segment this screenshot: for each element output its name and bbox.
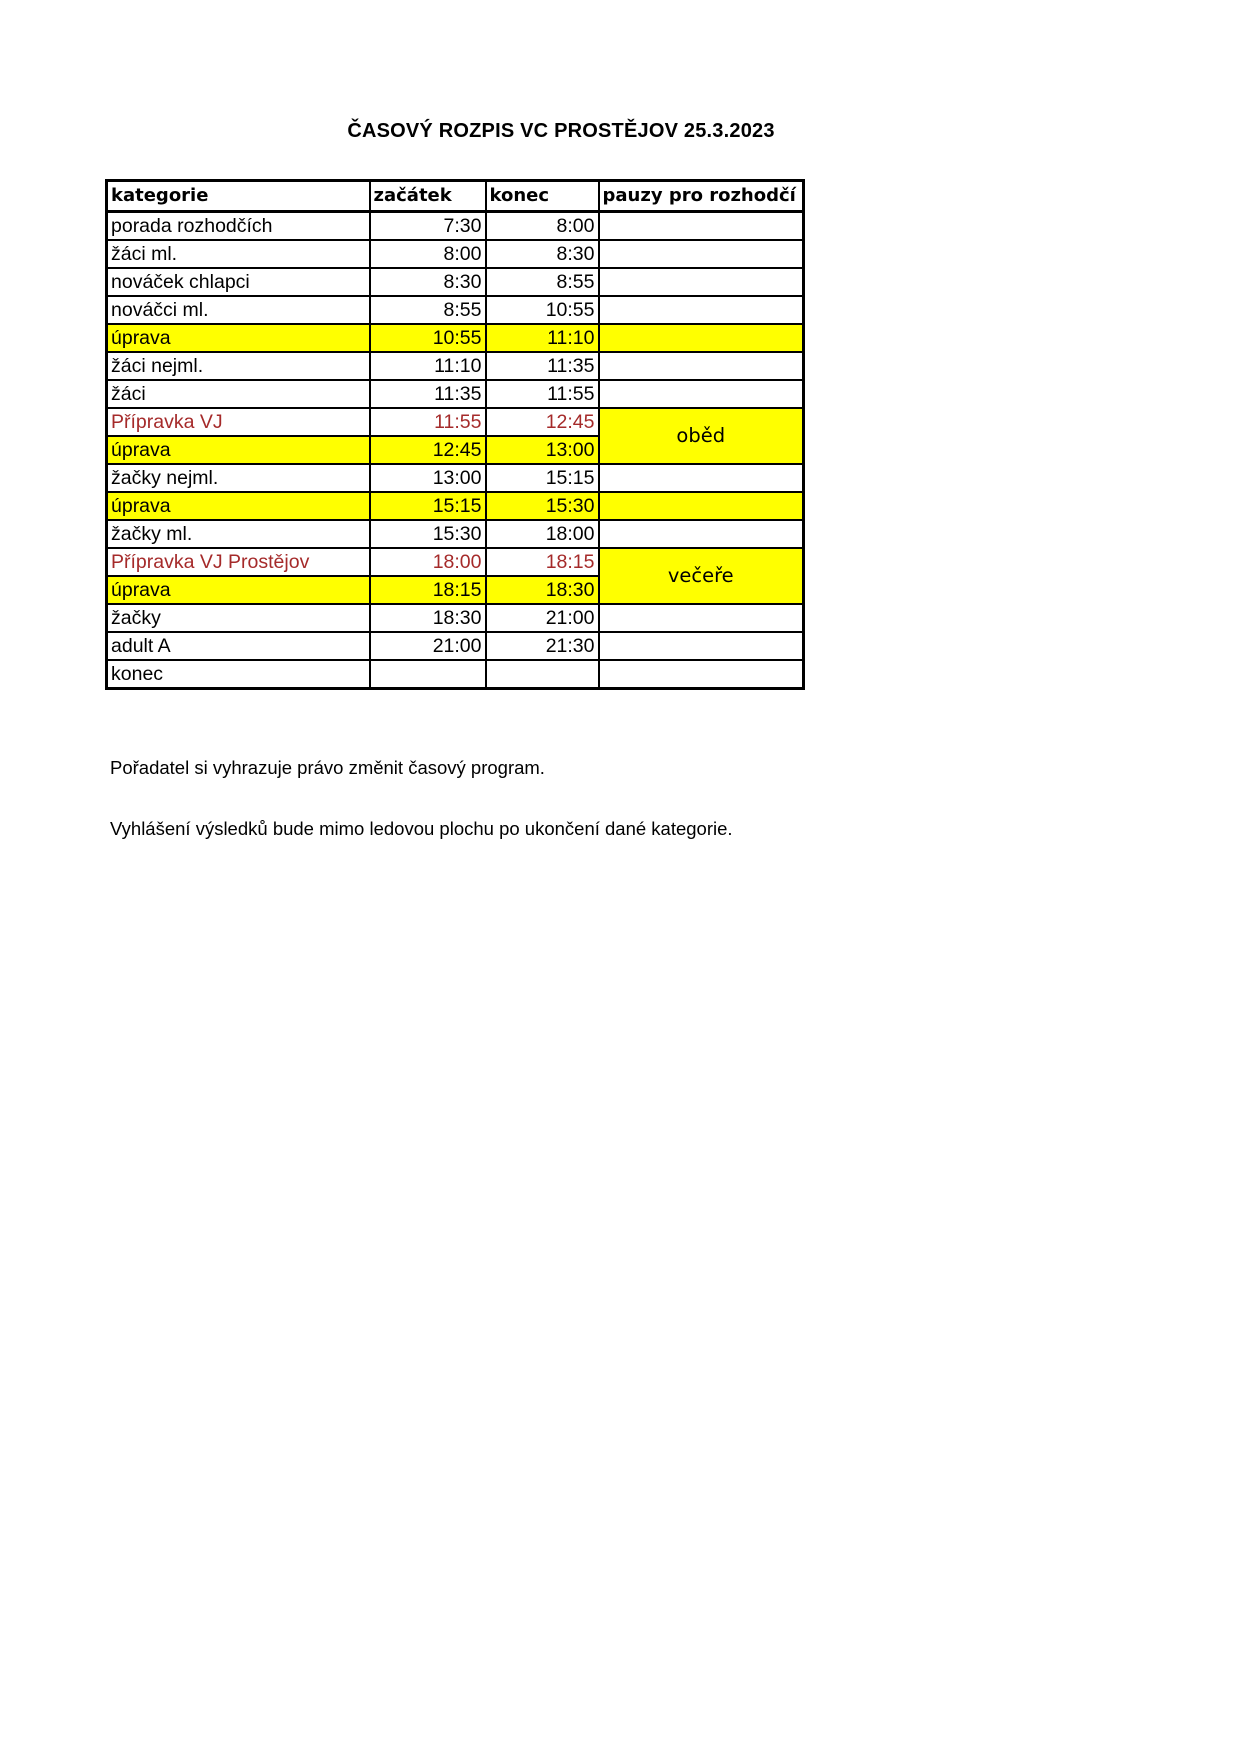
cell-zacatek: 11:55 bbox=[370, 408, 486, 436]
table-header-row bbox=[107, 181, 804, 212]
cell-konec: 18:30 bbox=[486, 576, 599, 604]
cell-zacatek: 8:30 bbox=[370, 268, 486, 296]
cell-konec: 11:10 bbox=[486, 324, 599, 352]
cell-zacatek: 18:00 bbox=[370, 548, 486, 576]
cell-zacatek: 15:30 bbox=[370, 520, 486, 548]
cell-zacatek: 10:55 bbox=[370, 324, 486, 352]
schedule-table bbox=[105, 179, 805, 690]
cell-zacatek: 11:10 bbox=[370, 352, 486, 380]
cell-konec: 10:55 bbox=[486, 296, 599, 324]
header-konec: konec bbox=[486, 181, 599, 212]
cell-pauza bbox=[599, 212, 804, 241]
cell-pauza bbox=[599, 632, 804, 660]
cell-kategorie: žačky bbox=[107, 604, 370, 632]
cell-kategorie: úprava bbox=[107, 324, 370, 352]
cell-konec: 12:45 bbox=[486, 408, 599, 436]
cell-konec: 13:00 bbox=[486, 436, 599, 464]
cell-pauza bbox=[599, 296, 804, 324]
cell-zacatek: 18:15 bbox=[370, 576, 486, 604]
cell-konec: 21:00 bbox=[486, 604, 599, 632]
cell-konec: 11:35 bbox=[486, 352, 599, 380]
table-row bbox=[107, 464, 804, 492]
table-row bbox=[107, 296, 804, 324]
note-program-change: Pořadatel si vyhrazuje právo změnit časový program. bbox=[110, 757, 545, 778]
cell-kategorie: nováčci ml. bbox=[107, 296, 370, 324]
table-row bbox=[107, 660, 804, 689]
cell-pauza bbox=[599, 324, 804, 352]
cell-kategorie: Přípravka VJ Prostějov bbox=[107, 548, 370, 576]
table-row bbox=[107, 268, 804, 296]
cell-kategorie: Přípravka VJ bbox=[107, 408, 370, 436]
cell-zacatek bbox=[370, 660, 486, 689]
cell-zacatek: 8:00 bbox=[370, 240, 486, 268]
table-row-uprava bbox=[107, 324, 804, 352]
cell-konec: 11:55 bbox=[486, 380, 599, 408]
cell-konec: 18:00 bbox=[486, 520, 599, 548]
table-row bbox=[107, 380, 804, 408]
cell-pauza-vecere: večeře bbox=[599, 548, 804, 604]
cell-zacatek: 15:15 bbox=[370, 492, 486, 520]
cell-konec: 21:30 bbox=[486, 632, 599, 660]
table-row bbox=[107, 240, 804, 268]
cell-pauza bbox=[599, 604, 804, 632]
cell-zacatek: 21:00 bbox=[370, 632, 486, 660]
cell-kategorie: žáci ml. bbox=[107, 240, 370, 268]
cell-pauza bbox=[599, 492, 804, 520]
page-title: ČASOVÝ ROZPIS VC PROSTĚJOV 25.3.2023 bbox=[347, 120, 775, 142]
cell-zacatek: 11:35 bbox=[370, 380, 486, 408]
cell-pauza bbox=[599, 520, 804, 548]
cell-pauza bbox=[599, 380, 804, 408]
cell-konec: 18:15 bbox=[486, 548, 599, 576]
cell-kategorie: žačky ml. bbox=[107, 520, 370, 548]
cell-kategorie: adult A bbox=[107, 632, 370, 660]
cell-kategorie: nováček chlapci bbox=[107, 268, 370, 296]
cell-pauza-obed: oběd bbox=[599, 408, 804, 464]
cell-kategorie: úprava bbox=[107, 576, 370, 604]
cell-konec bbox=[486, 660, 599, 689]
header-zacatek: začátek bbox=[370, 181, 486, 212]
table-row bbox=[107, 604, 804, 632]
cell-kategorie: žačky nejml. bbox=[107, 464, 370, 492]
cell-kategorie: konec bbox=[107, 660, 370, 689]
cell-kategorie: žáci bbox=[107, 380, 370, 408]
cell-pauza bbox=[599, 464, 804, 492]
cell-kategorie: úprava bbox=[107, 492, 370, 520]
cell-kategorie: žáci nejml. bbox=[107, 352, 370, 380]
table-row bbox=[107, 212, 804, 241]
cell-konec: 8:55 bbox=[486, 268, 599, 296]
cell-zacatek: 8:55 bbox=[370, 296, 486, 324]
cell-konec: 8:30 bbox=[486, 240, 599, 268]
cell-zacatek: 7:30 bbox=[370, 212, 486, 241]
cell-zacatek: 18:30 bbox=[370, 604, 486, 632]
cell-pauza bbox=[599, 352, 804, 380]
cell-zacatek: 12:45 bbox=[370, 436, 486, 464]
header-pauzy: pauzy pro rozhodčí bbox=[599, 181, 804, 212]
table-row-pripravka bbox=[107, 548, 804, 576]
cell-pauza bbox=[599, 240, 804, 268]
cell-pauza bbox=[599, 660, 804, 689]
header-kategorie: kategorie bbox=[107, 181, 370, 212]
table-row-pripravka bbox=[107, 408, 804, 436]
cell-konec: 8:00 bbox=[486, 212, 599, 241]
cell-kategorie: porada rozhodčích bbox=[107, 212, 370, 241]
table-row bbox=[107, 520, 804, 548]
cell-konec: 15:15 bbox=[486, 464, 599, 492]
cell-kategorie: úprava bbox=[107, 436, 370, 464]
table-row bbox=[107, 632, 804, 660]
note-results-announcement: Vyhlášení výsledků bude mimo ledovou plochu po ukončení dané kategorie. bbox=[110, 818, 733, 839]
table-row bbox=[107, 352, 804, 380]
cell-konec: 15:30 bbox=[486, 492, 599, 520]
cell-zacatek: 13:00 bbox=[370, 464, 486, 492]
cell-pauza bbox=[599, 268, 804, 296]
table-row-uprava bbox=[107, 492, 804, 520]
